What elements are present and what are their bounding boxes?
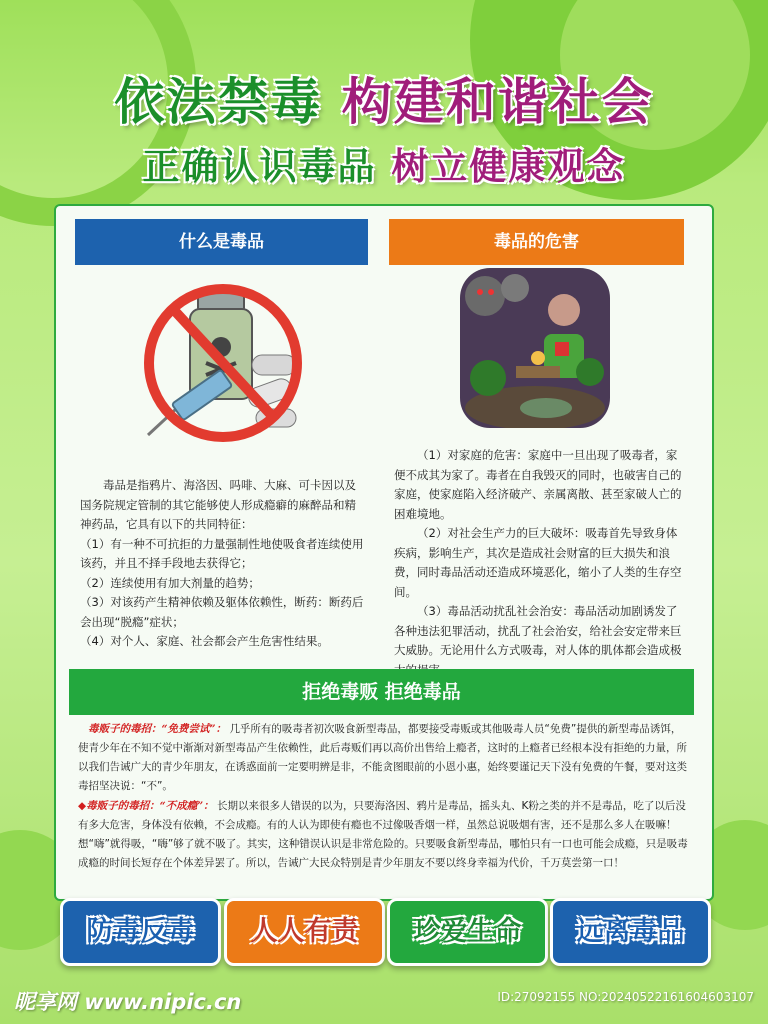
slogan-stay-away-drugs: 远离毒品 <box>550 898 711 966</box>
drug-harm-text <box>394 446 686 680</box>
drug-feature-2: （2）连续使用有加大剂量的趋势； <box>80 575 260 590</box>
dealer-trick-label-1: 毒贩子的毒招：“免费尝试”： <box>88 723 227 735</box>
harm-to-public-order: （3）毒品活动扰乱社会治安：毒品活动加剧诱发了各种违法犯罪活动，扰乱了社会治安，给社会安定带来巨大威胁。无论用什么方式吸毒，对人体的肌体都会造成极 <box>394 604 682 657</box>
drug-harm-heading: 毒品的危害 <box>389 219 684 265</box>
slogan-prevent-drugs: 防毒反毒 <box>60 898 221 966</box>
dealer-trick-text-1: 几乎所有的吸毒者初次吸食新型毒品，都要接受毒贩或其他吸毒人员“免费”提供的新型毒品诱饵，使青少年在不知不觉中渐渐对新型毒品产生依赖性，此后毒贩们再以高价出售给上瘾者，这时的上瘾者已经根本没有拒绝的力量，所以我们告诫广大的青少年朋友，在诱惑面前一定要明辨是非，不能贪图眼前的小恩小惠，始终要谨记天下没有免费的午餐，要对这类毒招坚决说：“不”。 <box>78 723 687 792</box>
watermark-site: 昵享网 www.nipic.cn <box>14 990 242 1014</box>
drug-feature-1: （1）有一种不可抗拒的力量强制性地使吸食者连续使用该药，并且不择手段地去获得它； <box>80 536 364 570</box>
watermark-id: ID:27092155 NO:20240522161604603107 <box>497 990 754 1004</box>
drug-definition: 毒品是指鸦片、海洛因、吗啡、大麻、可卡因以及国务院规定管制的其它能够使人形成瘾癖的麻醉品和精神药品，它具有以下的共同特征： <box>80 478 356 531</box>
dealer-trick-not-addictive <box>78 797 690 873</box>
main-title: 依法禁毒 构建和谐社会 <box>114 73 654 131</box>
drug-feature-4: （4）对个人、家庭、社会都会产生危害性结果。 <box>80 634 329 648</box>
main-subtitle: 正确认识毒品 树立健康观念 <box>142 145 626 188</box>
dealer-trick-free-trial <box>78 720 690 796</box>
drug-feature-3: （3）对该药产生精神依赖及躯体依赖性，断药：断药后会出现“脱瘾”症状； <box>80 595 364 629</box>
dealer-trick-text-2: 长期以来很多人错误的以为，只要海洛因、鸦片是毒品，摇头丸、K粉之类的并不是毒品，吃了以后没有多大危害，身体没有依赖，不会成瘾。有的人认为即使有瘾也不过像吸香烟一样，虽然总说吸烟有害，还不是那么多人在吸嘛！想“嗨”就得吸，“嗨”够了就不吸了。其实，这种错误认识是非常危险的。只要吸食新型毒品，哪怕只有一口也可能会成瘾，只是吸毒成瘾的时间长短存在个体差异罢了。所以，告诫广大民众特别是青少年朋友不要以终身幸福为代价，千万莫尝第一口！ <box>78 800 688 869</box>
slogan-everyone-responsible: 人人有责 <box>224 898 385 966</box>
reject-drugs-heading: 拒绝毒贩 拒绝毒品 <box>69 669 694 715</box>
slogan-cherish-life: 珍爱生命 <box>387 898 548 966</box>
no-drugs-icon <box>128 275 318 450</box>
harm-to-productivity: （2）对社会生产力的巨大破坏：吸毒首先导致身体疾病，影响生产，其次是造成社会财富的巨大损失和浪费，同时毒品活动还造成环境恶化，缩小了人类的生存空间。 <box>394 526 682 599</box>
dealer-trick-label-2: ◆毒贩子的毒招：“不成瘾”： <box>78 800 214 812</box>
smoking-man-illustration <box>460 268 610 428</box>
what-are-drugs-heading: 什么是毒品 <box>75 219 368 265</box>
harm-to-family: （1）对家庭的危害：家庭中一旦出现了吸毒者，家便不成其为家了。毒者在自我毁灭的同时，也破害自己的家庭，使家庭陷入经济破产、亲属离散、甚至家破人亡的困难境地。 <box>394 448 682 521</box>
what-are-drugs-text <box>80 476 366 652</box>
